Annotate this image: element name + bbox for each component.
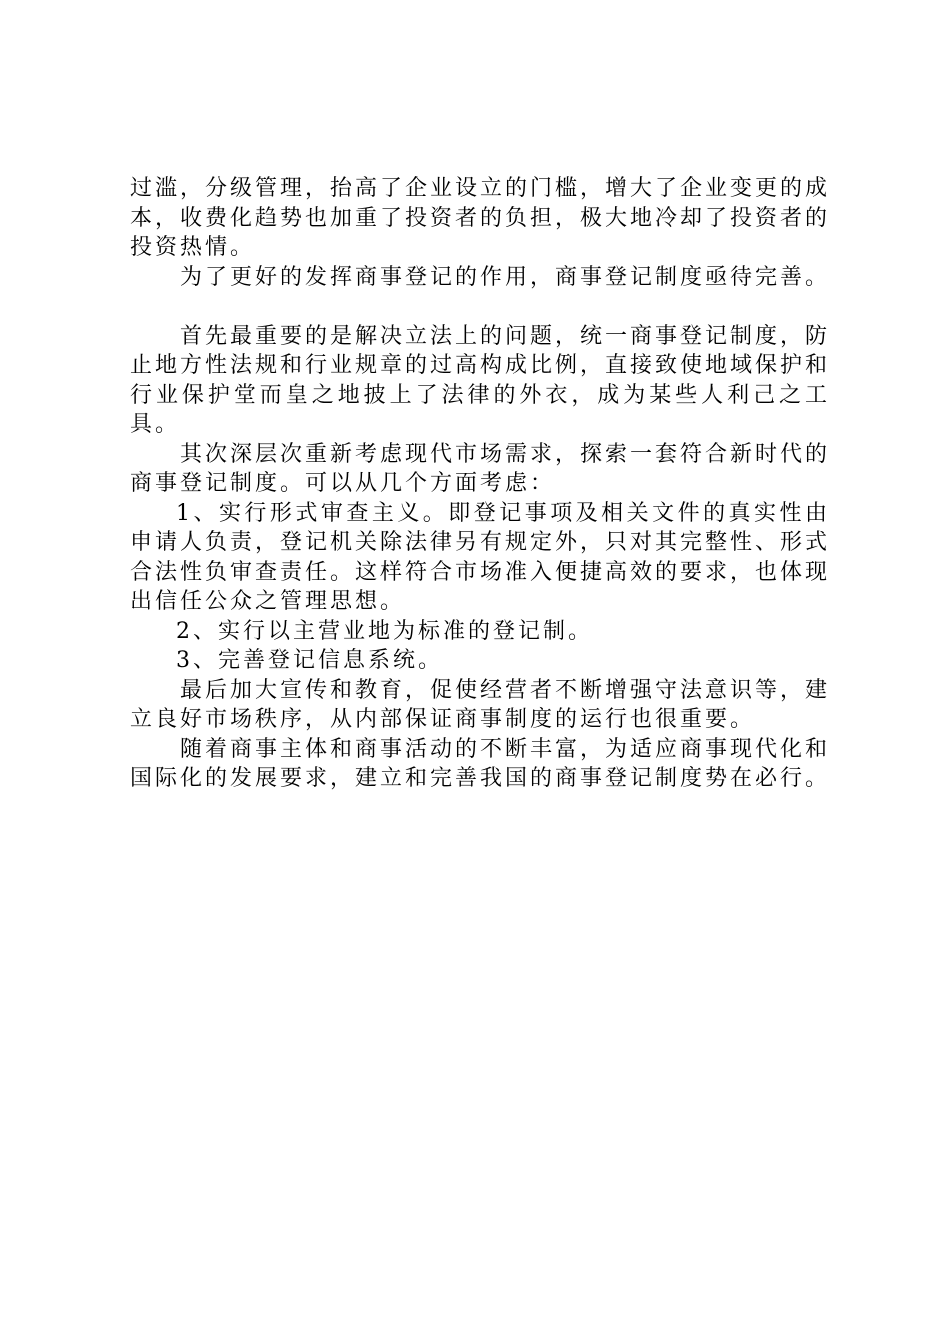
document-body	[130, 174, 830, 794]
paragraph-legislation: 首先最重要的是解决立法上的问题，统一商事登记制度，防止地方性法规和行业规章的过高构成比例，直接致使地域保护和行业保护堂而皇之地披上了法律的外衣，成为某些人利己之工具。	[130, 323, 831, 437]
paragraph-continuation: 过滥，分级管理，抬高了企业设立的门槛，增大了企业变更的成本，收费化趋势也加重了投资者的负担，极大地冷却了投资者的投资热情。	[130, 176, 831, 260]
list-item-information-system: 3、完善登记信息系统。	[176, 648, 443, 673]
list-item-formal-review: 1、实行形式审查主义。即登记事项及相关文件的真实性由申请人负责，登记机关除法律另有规定外，只对其完整性、形式合法性负审查责任。这样符合市场准入便捷高效的要求，也体现出信任公众之管理思想。	[130, 500, 831, 614]
paragraph-improvement-needed: 为了更好的发挥商事登记的作用，商事登记制度亟待完善。	[180, 264, 831, 290]
paragraph-conclusion: 随着商事主体和商事活动的不断丰富，为适应商事现代化和国际化的发展要求，建立和完善我国的商事登记制度势在必行。	[130, 736, 831, 791]
paragraph-publicity-education: 最后加大宣传和教育，促使经营者不断增强守法意识等，建立良好市场秩序，从内部保证商事制度的运行也很重要。	[130, 677, 831, 732]
list-item-main-business-location: 2、实行以主营业地为标准的登记制。	[176, 618, 593, 644]
paragraph-market-demand: 其次深层次重新考虑现代市场需求，探索一套符合新时代的商事登记制度。可以从几个方面考虑：	[130, 441, 831, 496]
